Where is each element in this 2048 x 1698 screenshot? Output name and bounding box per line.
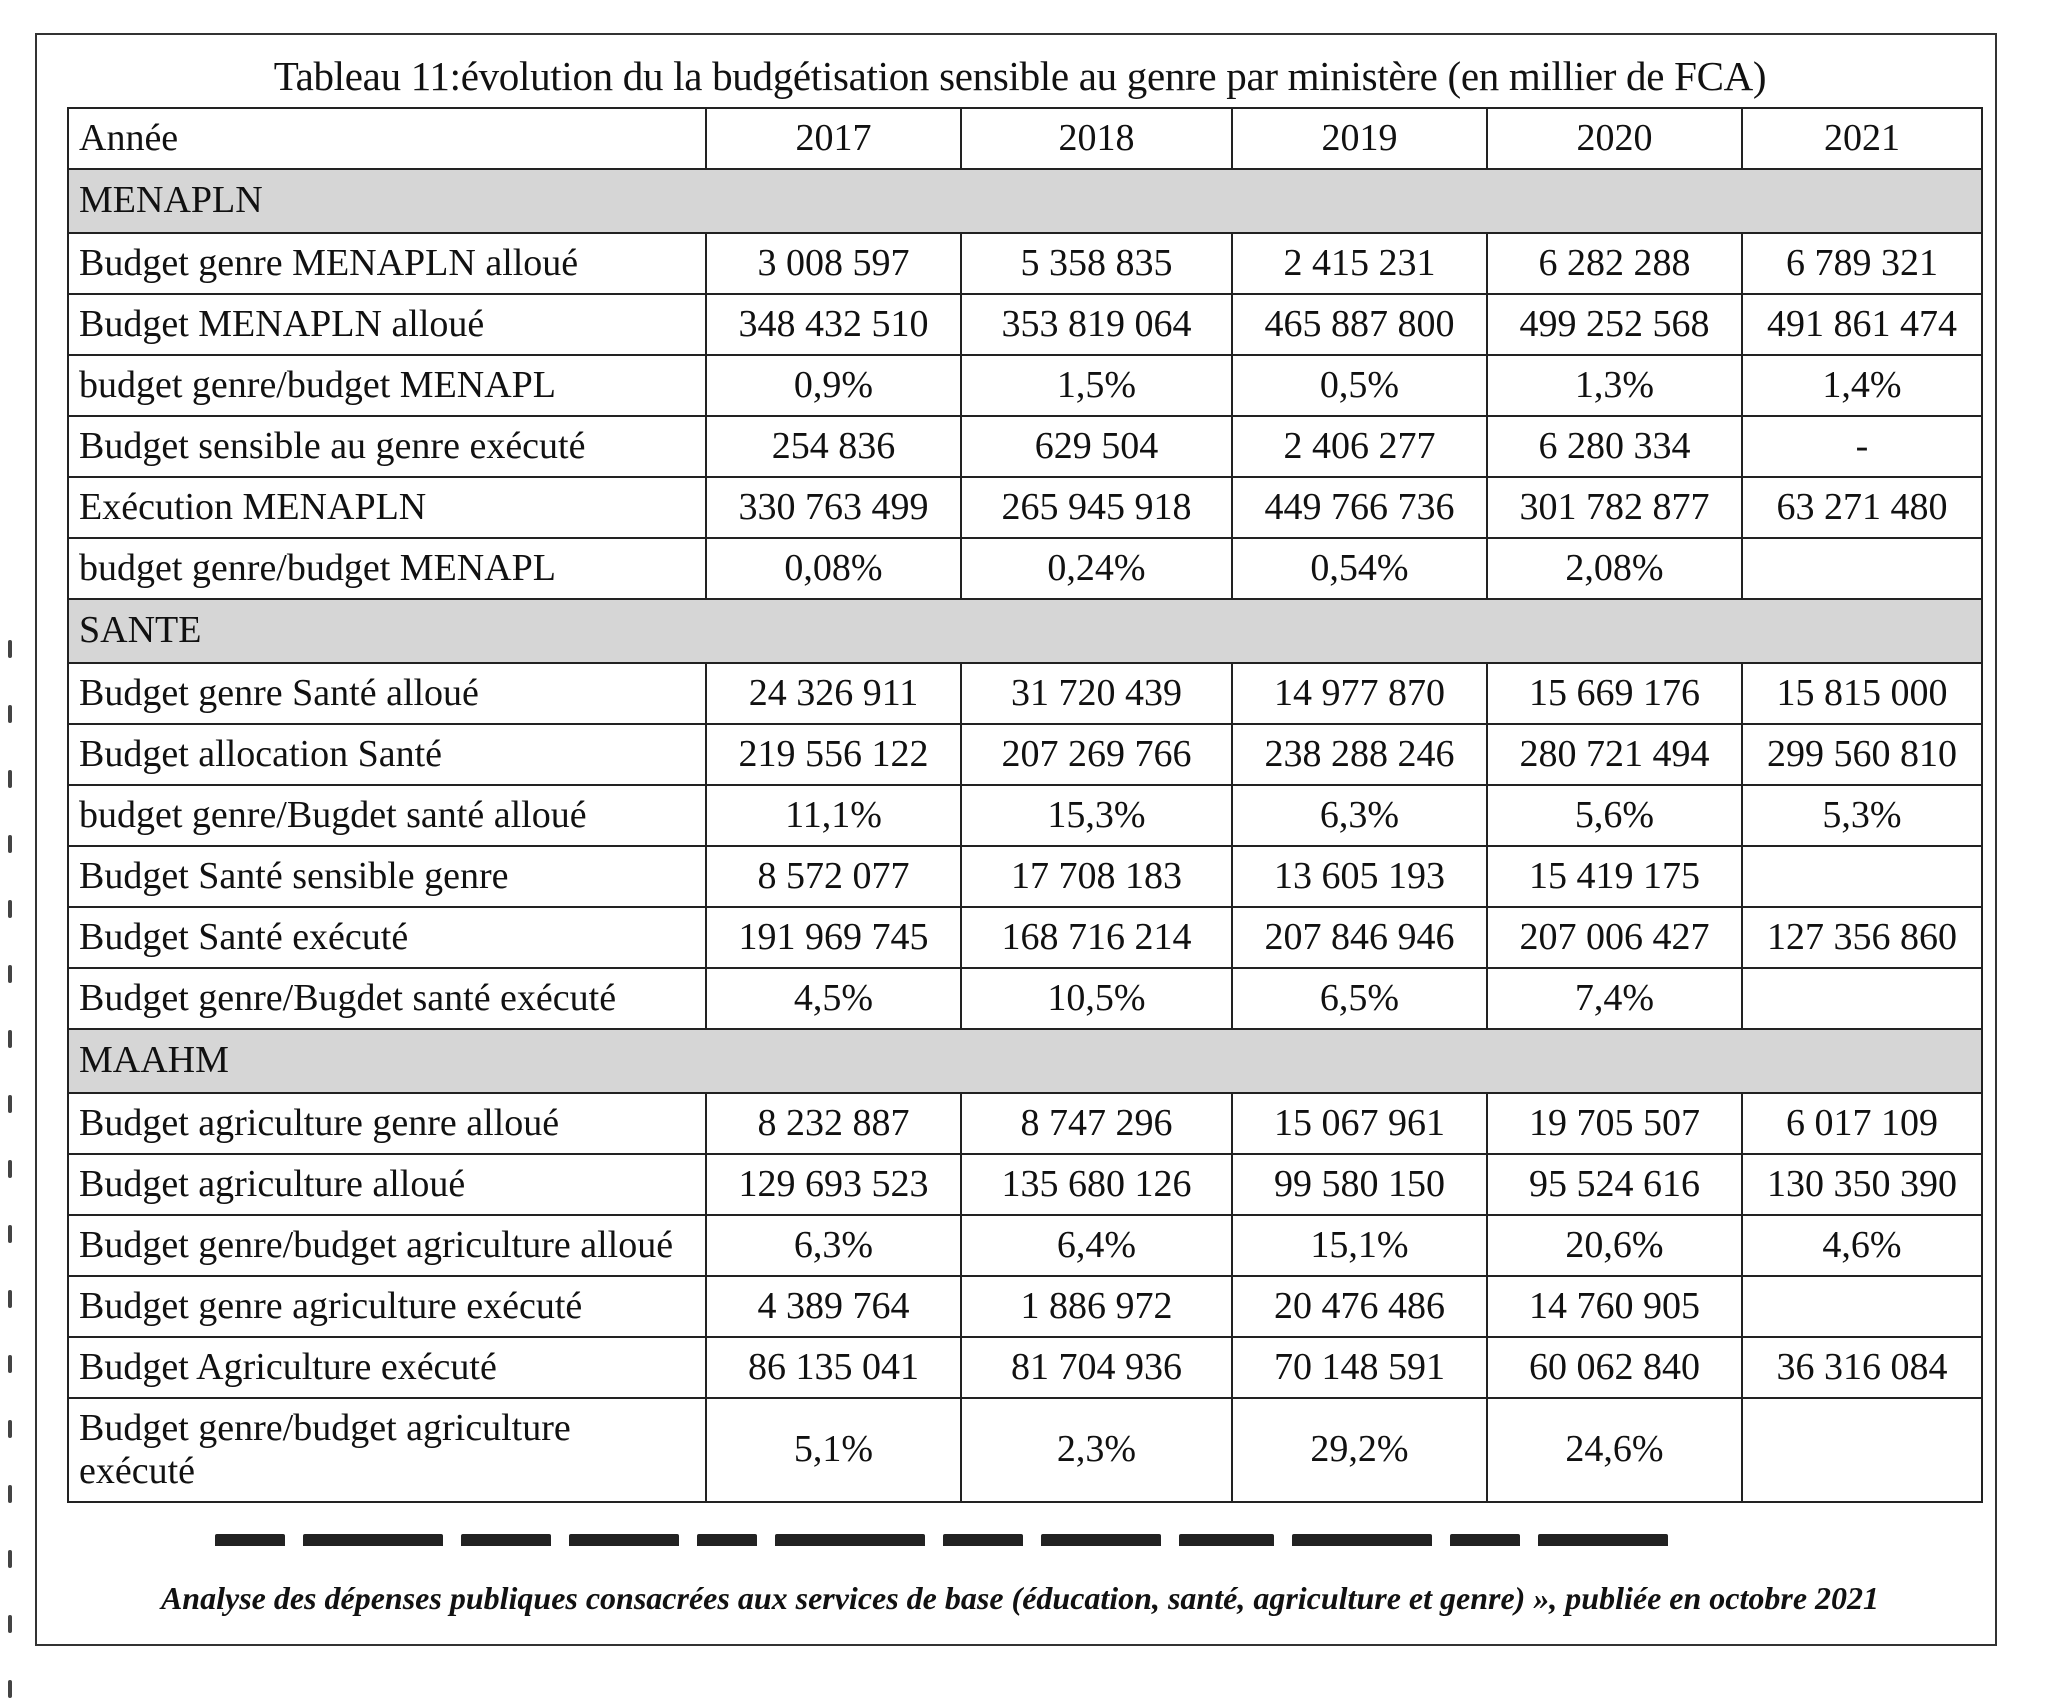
- value-cell-2019: 6,5%: [1232, 968, 1487, 1029]
- value-cell-2019: 70 148 591: [1232, 1337, 1487, 1398]
- margin-marks: [4, 640, 16, 1660]
- value-cell-2020: 95 524 616: [1487, 1154, 1742, 1215]
- value-cell-2021: 36 316 084: [1742, 1337, 1982, 1398]
- value-cell-2020: 280 721 494: [1487, 724, 1742, 785]
- value-cell-2020: 301 782 877: [1487, 477, 1742, 538]
- value-cell-2021: 6 789 321: [1742, 233, 1982, 294]
- table-row: [68, 968, 1982, 1029]
- value-cell-2017: 191 969 745: [706, 907, 961, 968]
- value-cell-2017: 4 389 764: [706, 1276, 961, 1337]
- value-cell-2021: [1742, 846, 1982, 907]
- value-cell-2020: 14 760 905: [1487, 1276, 1742, 1337]
- value-cell-2018: 5 358 835: [961, 233, 1232, 294]
- row-label: Budget genre agriculture exécuté: [68, 1276, 706, 1337]
- row-label: Budget genre MENAPLN alloué: [68, 233, 706, 294]
- value-cell-2019: 20 476 486: [1232, 1276, 1487, 1337]
- source-note: Analyse des dépenses publiques consacrées aux services de base (éducation, santé, agriculture et genre) », publiée en octobre 2021: [160, 1580, 1880, 1616]
- value-cell-2018: 353 819 064: [961, 294, 1232, 355]
- value-cell-2017: 129 693 523: [706, 1154, 961, 1215]
- value-cell-2017: 11,1%: [706, 785, 961, 846]
- table-row: [68, 294, 1982, 355]
- value-cell-2017: 219 556 122: [706, 724, 961, 785]
- table-title: Tableau 11:évolution du la budgétisation sensible au genre par ministère (en millier de FCA): [273, 53, 1767, 99]
- row-label: Budget Agriculture exécuté: [68, 1337, 706, 1398]
- value-cell-2020: 7,4%: [1487, 968, 1742, 1029]
- cut-off-source-line: [215, 1534, 1815, 1546]
- value-cell-2020: 499 252 568: [1487, 294, 1742, 355]
- section-title: SANTE: [68, 599, 1982, 663]
- year-2019: 2019: [1232, 108, 1487, 169]
- header-row: [68, 108, 1982, 169]
- value-cell-2017: 8 572 077: [706, 846, 961, 907]
- row-label: Budget Santé exécuté: [68, 907, 706, 968]
- value-cell-2018: 1,5%: [961, 355, 1232, 416]
- value-cell-2021: 4,6%: [1742, 1215, 1982, 1276]
- table-row: [68, 663, 1982, 724]
- value-cell-2020: 60 062 840: [1487, 1337, 1742, 1398]
- value-cell-2021: [1742, 538, 1982, 599]
- value-cell-2019: 0,5%: [1232, 355, 1487, 416]
- value-cell-2019: 13 605 193: [1232, 846, 1487, 907]
- row-label: Budget sensible au genre exécuté: [68, 416, 706, 477]
- table-row: [68, 1215, 1982, 1276]
- value-cell-2019: 0,54%: [1232, 538, 1487, 599]
- row-label: Budget genre/Bugdet santé exécuté: [68, 968, 706, 1029]
- value-cell-2018: 17 708 183: [961, 846, 1232, 907]
- value-cell-2017: 0,08%: [706, 538, 961, 599]
- value-cell-2020: 2,08%: [1487, 538, 1742, 599]
- section-title: MAAHM: [68, 1029, 1982, 1093]
- year-2018: 2018: [961, 108, 1232, 169]
- value-cell-2017: 330 763 499: [706, 477, 961, 538]
- value-cell-2019: 14 977 870: [1232, 663, 1487, 724]
- value-cell-2018: 207 269 766: [961, 724, 1232, 785]
- table-row: [68, 477, 1982, 538]
- section-row-sante: [68, 599, 1982, 663]
- value-cell-2017: 348 432 510: [706, 294, 961, 355]
- header-label: Année: [68, 108, 706, 169]
- row-label: Budget Santé sensible genre: [68, 846, 706, 907]
- value-cell-2020: 24,6%: [1487, 1398, 1742, 1502]
- row-label: budget genre/Bugdet santé alloué: [68, 785, 706, 846]
- value-cell-2018: 2,3%: [961, 1398, 1232, 1502]
- table-row: [68, 1093, 1982, 1154]
- value-cell-2017: 254 836: [706, 416, 961, 477]
- row-label: Exécution MENAPLN: [68, 477, 706, 538]
- value-cell-2019: 2 415 231: [1232, 233, 1487, 294]
- value-cell-2020: 207 006 427: [1487, 907, 1742, 968]
- section-row-maahm: [68, 1029, 1982, 1093]
- year-2021: 2021: [1742, 108, 1982, 169]
- value-cell-2020: 15 669 176: [1487, 663, 1742, 724]
- row-label: budget genre/budget MENAPL: [68, 538, 706, 599]
- value-cell-2017: 5,1%: [706, 1398, 961, 1502]
- value-cell-2017: 3 008 597: [706, 233, 961, 294]
- row-label: Budget agriculture genre alloué: [68, 1093, 706, 1154]
- row-label: Budget genre Santé alloué: [68, 663, 706, 724]
- value-cell-2021: -: [1742, 416, 1982, 477]
- section-row-menapln: [68, 169, 1982, 233]
- table-body: [68, 108, 1982, 1502]
- value-cell-2020: 19 705 507: [1487, 1093, 1742, 1154]
- value-cell-2018: 0,24%: [961, 538, 1232, 599]
- row-label: budget genre/budget MENAPL: [68, 355, 706, 416]
- section-title: MENAPLN: [68, 169, 1982, 233]
- value-cell-2020: 15 419 175: [1487, 846, 1742, 907]
- value-cell-2021: 6 017 109: [1742, 1093, 1982, 1154]
- value-cell-2021: [1742, 1276, 1982, 1337]
- value-cell-2020: 6 280 334: [1487, 416, 1742, 477]
- table-row: [68, 1398, 1982, 1502]
- value-cell-2021: 1,4%: [1742, 355, 1982, 416]
- year-2017: 2017: [706, 108, 961, 169]
- value-cell-2021: 299 560 810: [1742, 724, 1982, 785]
- value-cell-2018: 1 886 972: [961, 1276, 1232, 1337]
- row-label: Budget genre/budget agriculture exécuté: [68, 1398, 706, 1502]
- value-cell-2021: 15 815 000: [1742, 663, 1982, 724]
- value-cell-2019: 207 846 946: [1232, 907, 1487, 968]
- table-row: [68, 1276, 1982, 1337]
- value-cell-2021: 130 350 390: [1742, 1154, 1982, 1215]
- value-cell-2019: 15 067 961: [1232, 1093, 1487, 1154]
- value-cell-2021: 491 861 474: [1742, 294, 1982, 355]
- table-row: [68, 233, 1982, 294]
- row-label: Budget genre/budget agriculture alloué: [68, 1215, 706, 1276]
- table-row: [68, 355, 1982, 416]
- value-cell-2019: 465 887 800: [1232, 294, 1487, 355]
- value-cell-2018: 135 680 126: [961, 1154, 1232, 1215]
- value-cell-2021: 127 356 860: [1742, 907, 1982, 968]
- value-cell-2018: 265 945 918: [961, 477, 1232, 538]
- budget-table: [67, 107, 1983, 1503]
- value-cell-2017: 86 135 041: [706, 1337, 961, 1398]
- value-cell-2020: 6 282 288: [1487, 233, 1742, 294]
- table-row: [68, 846, 1982, 907]
- value-cell-2018: 8 747 296: [961, 1093, 1232, 1154]
- value-cell-2017: 6,3%: [706, 1215, 961, 1276]
- value-cell-2020: 20,6%: [1487, 1215, 1742, 1276]
- table-row: [68, 1154, 1982, 1215]
- value-cell-2018: 629 504: [961, 416, 1232, 477]
- value-cell-2019: 99 580 150: [1232, 1154, 1487, 1215]
- year-2020: 2020: [1487, 108, 1742, 169]
- table-row: [68, 785, 1982, 846]
- value-cell-2017: 24 326 911: [706, 663, 961, 724]
- table-row: [68, 416, 1982, 477]
- value-cell-2018: 81 704 936: [961, 1337, 1232, 1398]
- value-cell-2019: 6,3%: [1232, 785, 1487, 846]
- row-label: Budget agriculture alloué: [68, 1154, 706, 1215]
- value-cell-2020: 1,3%: [1487, 355, 1742, 416]
- value-cell-2021: [1742, 968, 1982, 1029]
- value-cell-2018: 6,4%: [961, 1215, 1232, 1276]
- value-cell-2018: 10,5%: [961, 968, 1232, 1029]
- table-row: [68, 724, 1982, 785]
- value-cell-2021: 5,3%: [1742, 785, 1982, 846]
- value-cell-2017: 4,5%: [706, 968, 961, 1029]
- table-row: [68, 1337, 1982, 1398]
- value-cell-2020: 5,6%: [1487, 785, 1742, 846]
- value-cell-2021: [1742, 1398, 1982, 1502]
- value-cell-2021: 63 271 480: [1742, 477, 1982, 538]
- value-cell-2018: 31 720 439: [961, 663, 1232, 724]
- value-cell-2017: 8 232 887: [706, 1093, 961, 1154]
- value-cell-2019: 15,1%: [1232, 1215, 1487, 1276]
- row-label: Budget allocation Santé: [68, 724, 706, 785]
- value-cell-2018: 168 716 214: [961, 907, 1232, 968]
- value-cell-2018: 15,3%: [961, 785, 1232, 846]
- table-row: [68, 538, 1982, 599]
- value-cell-2019: 29,2%: [1232, 1398, 1487, 1502]
- value-cell-2017: 0,9%: [706, 355, 961, 416]
- value-cell-2019: 449 766 736: [1232, 477, 1487, 538]
- row-label: Budget MENAPLN alloué: [68, 294, 706, 355]
- table-row: [68, 907, 1982, 968]
- value-cell-2019: 238 288 246: [1232, 724, 1487, 785]
- value-cell-2019: 2 406 277: [1232, 416, 1487, 477]
